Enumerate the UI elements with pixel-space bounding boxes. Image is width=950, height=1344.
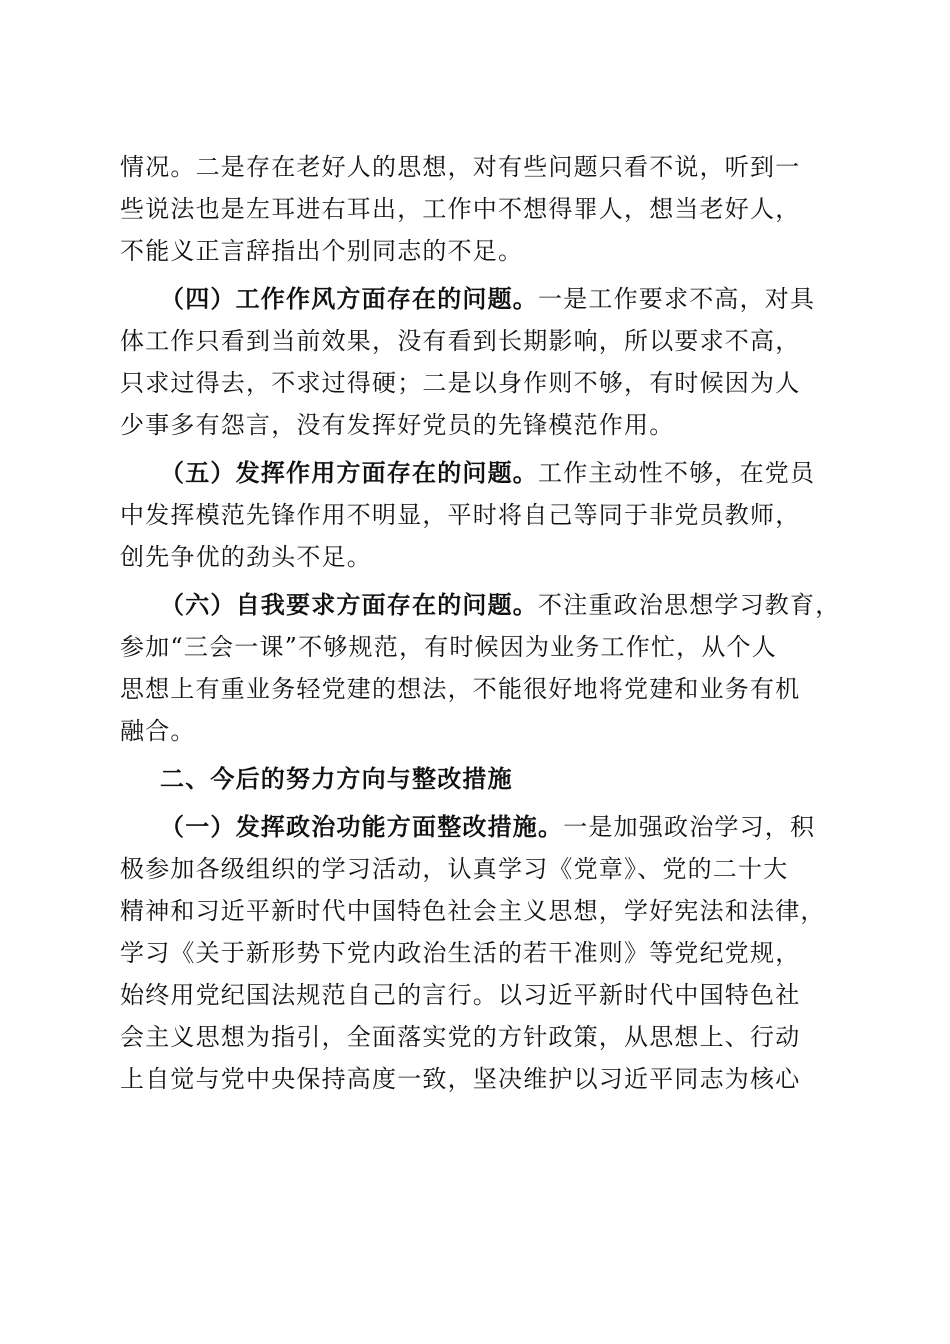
- paragraph-line-with-heading: [160, 588, 950, 622]
- paragraph-line: 中发挥模范先锋作用不明显，平时将自己等同于非党员教师，: [120, 501, 801, 529]
- paragraph-line: 融合。: [120, 717, 196, 745]
- paragraph-line-with-heading: [160, 282, 950, 316]
- paragraph-text: 工作主动性不够，在党员: [538, 459, 816, 487]
- paragraph-line-with-heading: [160, 810, 950, 844]
- subheading-one: （一）发挥政治功能方面整改措施。: [160, 812, 564, 841]
- paragraph-line: 不能义正言辞指出个别同志的不足。: [120, 237, 524, 265]
- paragraph-text: 一是工作要求不高，对具: [538, 285, 816, 313]
- paragraph-line: 情况。二是存在老好人的思想，对有些问题只看不说，听到一: [120, 153, 801, 181]
- paragraph-line: 极参加各级组织的学习活动，认真学习《党章》、党的二十大: [120, 855, 789, 883]
- paragraph-line: 创先争优的劲头不足。: [120, 543, 372, 571]
- subheading-four: （四）工作作风方面存在的问题。: [160, 284, 538, 313]
- paragraph-text: 不注重政治思想学习教育，: [538, 591, 841, 619]
- section-heading: 二、今后的努力方向与整改措施: [160, 764, 513, 793]
- paragraph-line-with-heading: [160, 456, 950, 490]
- paragraph-line: 精神和习近平新时代中国特色社会主义思想，学好宪法和法律，: [120, 897, 826, 925]
- paragraph-line: 上自觉与党中央保持高度一致，坚决维护以习近平同志为核心: [120, 1065, 801, 1093]
- paragraph-line: 少事多有怨言，没有发挥好党员的先锋模范作用。: [120, 411, 675, 439]
- subheading-five: （五）发挥作用方面存在的问题。: [160, 458, 538, 487]
- paragraph-line: 会主义思想为指引，全面落实党的方针政策，从思想上、行动: [120, 1023, 801, 1051]
- paragraph-line: 些说法也是左耳进右耳出，工作中不想得罪人，想当老好人，: [120, 195, 801, 223]
- paragraph-line: 思想上有重业务轻党建的想法，不能很好地将党建和业务有机: [120, 675, 801, 703]
- paragraph-line: 学习《关于新形势下党内政治生活的若干准则》等党纪党规，: [120, 939, 801, 967]
- subheading-six: （六）自我要求方面存在的问题。: [160, 590, 538, 619]
- paragraph-text: 一是加强政治学习，积: [563, 813, 816, 841]
- paragraph-line: 只求过得去，不求过得硬；二是以身作则不够，有时候因为人: [120, 369, 801, 397]
- paragraph-line: 体工作只看到当前效果，没有看到长期影响，所以要求不高，: [120, 327, 801, 355]
- paragraph-line: 参加“三会一课”不够规范，有时候因为业务工作忙，从个人: [120, 633, 777, 661]
- paragraph-line: 始终用党纪国法规范自己的言行。以习近平新时代中国特色社: [120, 981, 801, 1009]
